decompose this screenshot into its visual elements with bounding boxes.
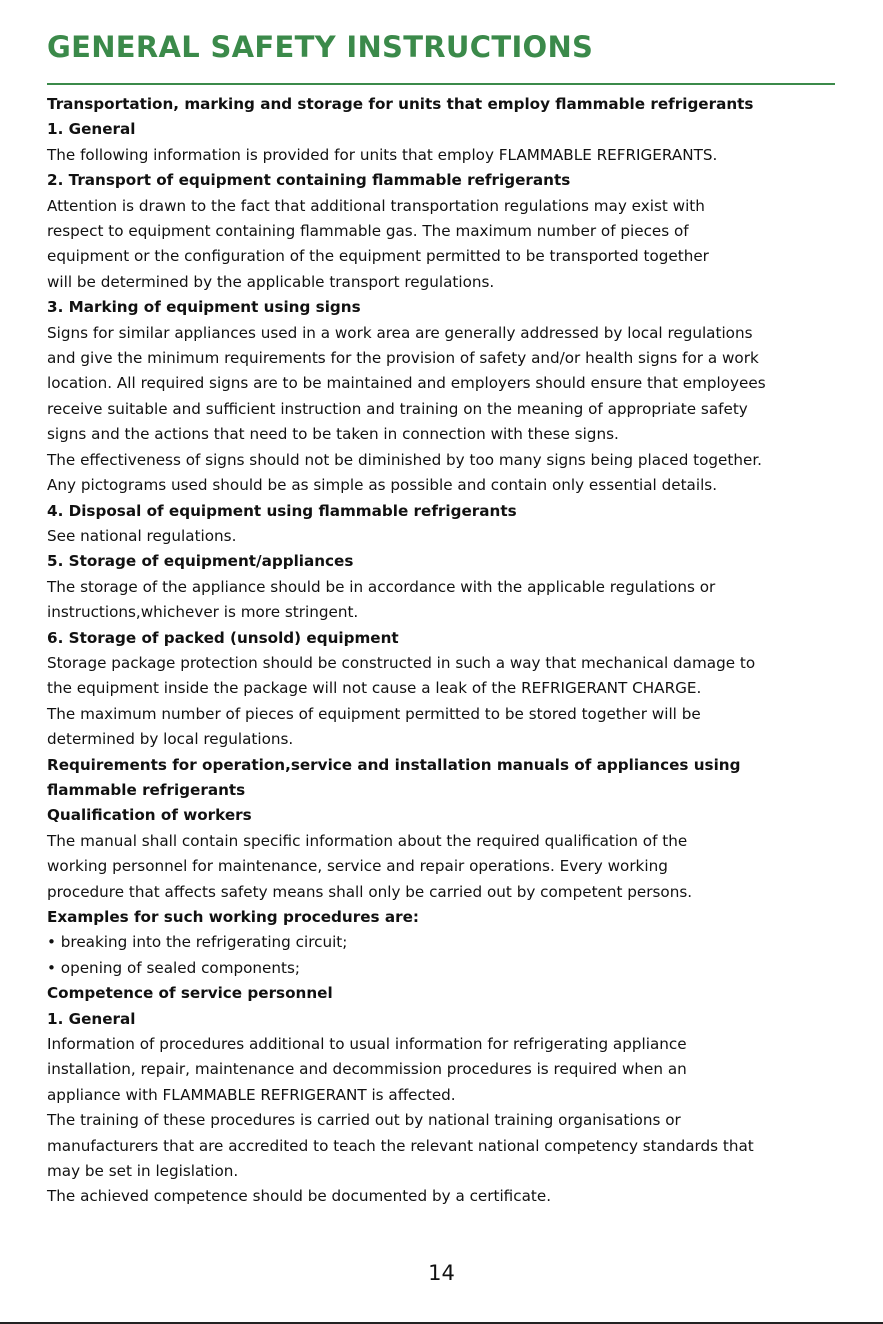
page-number: 14 [428, 1261, 455, 1285]
body-text-line: Any pictograms used should be as simple as possible and contain only essential details. [47, 476, 718, 495]
section-heading: Requirements for operation,service and installation manuals of appliances using [47, 755, 741, 774]
section-heading: 1. General [47, 1009, 136, 1028]
title-divider [47, 83, 835, 85]
body-text-line: See national regulations. [47, 526, 237, 545]
body-text-line: The achieved competence should be documented by a certificate. [47, 1187, 552, 1206]
body-text-line: The effectiveness of signs should not be diminished by too many signs being placed together. [47, 450, 762, 469]
body-text-line: Storage package protection should be constructed in such a way that mechanical damage to [47, 653, 756, 672]
body-text-line: The storage of the appliance should be in accordance with the applicable regulations or [47, 577, 716, 596]
section-heading: 6. Storage of packed (unsold) equipment [47, 628, 399, 647]
body-text-line: procedure that affects safety means shall only be carried out by competent persons. [47, 882, 693, 901]
body-text-line: receive suitable and sufficient instruction and training on the meaning of appropriate safety [47, 399, 748, 418]
section-heading: 5. Storage of equipment/appliances [47, 552, 354, 571]
section-heading: flammable refrigerants [47, 780, 246, 799]
body-text-line: will be determined by the applicable transport regulations. [47, 272, 495, 291]
body-text-line: signs and the actions that need to be taken in connection with these signs. [47, 425, 619, 444]
body-text-line: Information of procedures additional to usual information for refrigerating appliance [47, 1035, 687, 1054]
body-text-line: Signs for similar appliances used in a work area are generally addressed by local regulations [47, 323, 753, 342]
section-heading: Examples for such working procedures are: [47, 908, 419, 926]
section-heading: Competence of service personnel [47, 984, 333, 1003]
body-text-line: instructions,whichever is more stringent. [47, 603, 359, 622]
body-text-line: determined by local regulations. [47, 730, 294, 749]
section-heading: 1. General [47, 120, 136, 139]
body-text-line: respect to equipment containing flammable gas. The maximum number of pieces of [47, 222, 689, 241]
body-text-line: The maximum number of pieces of equipment permitted to be stored together will be [47, 704, 701, 723]
instructions-body [47, 92, 842, 1210]
body-text-line: • breaking into the refrigerating circuit; [47, 933, 348, 952]
body-text-line: The manual shall contain specific information about the required qualification of the [47, 831, 688, 850]
body-text-line: location. All required signs are to be maintained and employers should ensure that employees [47, 374, 766, 393]
body-text-line: Attention is drawn to the fact that additional transportation regulations may exist with [47, 196, 705, 215]
body-text-line: The following information is provided for units that employ FLAMMABLE REFRIGERANTS. [47, 145, 718, 164]
body-text-line: working personnel for maintenance, service and repair operations. Every working [47, 857, 668, 876]
body-text-line: and give the minimum requirements for the provision of safety and/or health signs for a work [47, 349, 759, 368]
section-heading: Transportation, marking and storage for units that employ flammable refrigerants [47, 95, 754, 113]
section-heading: 2. Transport of equipment containing flammable refrigerants [47, 171, 571, 190]
body-text-line: The training of these procedures is carried out by national training organisations or [47, 1111, 681, 1130]
section-heading: Qualification of workers [47, 806, 252, 825]
section-heading: 3. Marking of equipment using signs [47, 298, 361, 317]
body-text-line: manufacturers that are accredited to teach the relevant national competency standards that [47, 1136, 754, 1155]
body-text-line: • opening of sealed components; [47, 958, 301, 977]
body-text-line: the equipment inside the package will not cause a leak of the REFRIGERANT CHARGE. [47, 679, 702, 698]
body-text-line: equipment or the configuration of the equipment permitted to be transported together [47, 247, 709, 266]
body-text-line: appliance with FLAMMABLE REFRIGERANT is affected. [47, 1085, 456, 1104]
section-heading: 4. Disposal of equipment using flammable refrigerants [47, 501, 517, 520]
body-text-line: installation, repair, maintenance and decommission procedures is required when an [47, 1060, 687, 1079]
body-text-line: may be set in legislation. [47, 1162, 239, 1181]
page-title: GENERAL SAFETY INSTRUCTIONS [47, 30, 594, 64]
